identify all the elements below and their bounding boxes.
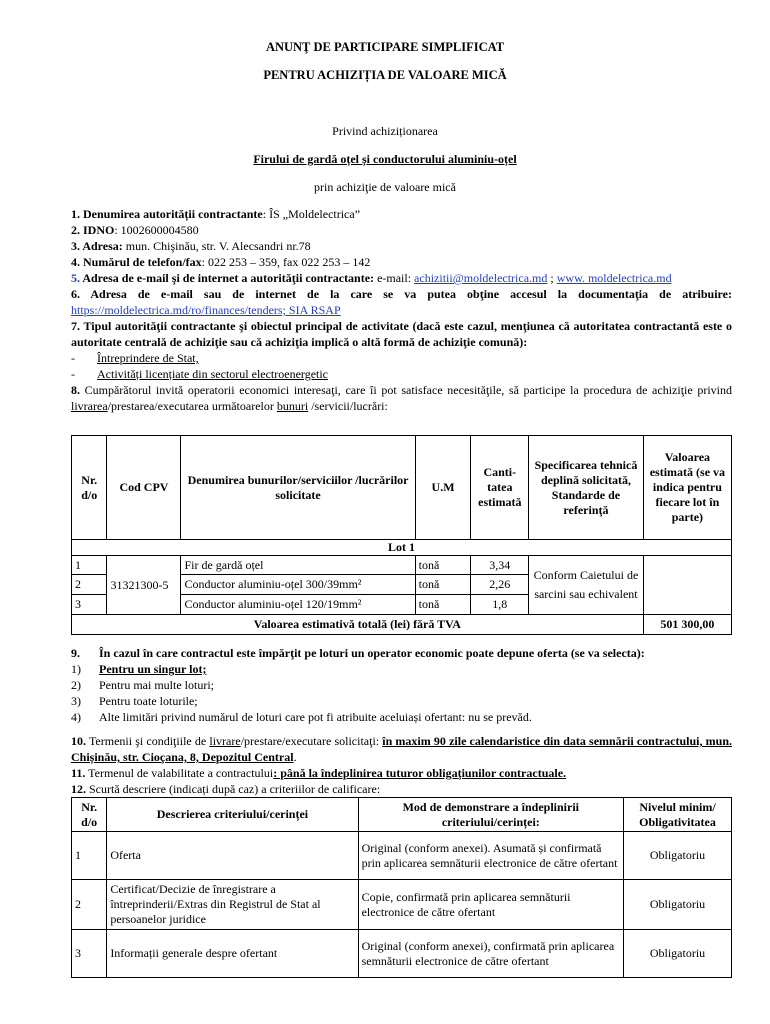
item-8-bunuri: bunuri bbox=[276, 399, 309, 413]
item-7-a-dash: - bbox=[71, 351, 75, 365]
row-um: tonă bbox=[415, 575, 471, 595]
row-um: tonă bbox=[415, 556, 471, 575]
option-text: Pentru mai multe loturi; bbox=[99, 678, 214, 692]
item-5 bbox=[71, 270, 732, 286]
list-item bbox=[71, 677, 732, 693]
criteria-table bbox=[71, 797, 732, 978]
doc-title-line1: ANUNŢ DE PARTICIPARE SIMPLIFICAT bbox=[265, 40, 505, 54]
section-12-text: Scurtă descriere (indicați după caz) a criteriilor de calificare: bbox=[86, 782, 381, 796]
item-3-value: mun. Chişinău, str. V. Alecsandri nr.78 bbox=[122, 239, 311, 253]
item-4-value: : 022 253 – 359, fax 022 253 – 142 bbox=[201, 255, 371, 269]
row-nr: 2 bbox=[72, 575, 107, 595]
th-specificarea: Specificarea tehnică deplină solicitată, Standarde de referinţă bbox=[529, 436, 644, 540]
section-9-num: 9. bbox=[71, 646, 80, 660]
th-nr: Nr. d/o bbox=[72, 798, 107, 832]
total-label: Valoarea estimativă totală (lei) fără TVA bbox=[72, 615, 644, 635]
th-descrierea: Descrierea criteriului/cerinței bbox=[107, 798, 358, 832]
row-mod: Original (conform anexei). Asumată și confirmată prin aplicarea semnăturii electronice de către ofertant bbox=[358, 832, 623, 880]
item-7-a-text: Întreprindere de Stat, bbox=[97, 351, 199, 365]
option-num: 1) bbox=[71, 662, 81, 676]
row-qty: 3,34 bbox=[471, 556, 529, 575]
item-2 bbox=[71, 222, 732, 238]
section-10-text-b: /prestare/executare solicitaţi: bbox=[240, 734, 383, 748]
row-name: Conductor aluminiu-oțel 120/19mm² bbox=[181, 595, 415, 615]
row-name: Conductor aluminiu-oțel 300/39mm² bbox=[181, 575, 415, 595]
item-1-value: : ÎS „Moldelectrica” bbox=[262, 207, 361, 221]
tenders-link[interactable]: https://moldelectrica.md/ro/finances/tenders; SIA RSAP bbox=[71, 303, 341, 317]
item-8 bbox=[71, 382, 732, 414]
item-7-b-dash: - bbox=[71, 367, 75, 381]
goods-table bbox=[71, 435, 732, 635]
row-desc: Oferta bbox=[107, 832, 358, 880]
item-8-text-a: Cumpărătorul invită operatorii economici interesaţi, care îi pot satisface necesităţile, să participe la procedura de achiziţie privind bbox=[80, 383, 732, 397]
option-text: Pentru toate loturile; bbox=[99, 694, 198, 708]
section-12 bbox=[71, 781, 732, 797]
item-6-label: 6. Adresa de e-mail sau de internet de la care se va putea obţine accesul la documentaţia de atribuire: bbox=[71, 287, 732, 301]
section-10-text-a: Termenii şi condiţiile de bbox=[86, 734, 210, 748]
table-row bbox=[72, 832, 732, 880]
privind-text: Privind achiziționarea bbox=[332, 124, 438, 138]
section-12-num: 12. bbox=[71, 782, 86, 796]
lots-section bbox=[71, 645, 732, 725]
th-mod: Mod de demonstrare a îndeplinirii criteriului/cerinței: bbox=[358, 798, 623, 832]
procurement-subject: Firului de gardă oțel și conductorului aluminiu-oțel bbox=[253, 152, 517, 166]
item-4-label: 4. Numărul de telefon/fax bbox=[71, 255, 202, 269]
row-desc: Certificat/Decizie de înregistrare a întreprinderii/Extras din Registrul de Stat al persoanelor juridice bbox=[107, 880, 358, 930]
terms-section bbox=[71, 733, 732, 797]
list-item bbox=[71, 709, 732, 725]
th-cantitatea: Canti-tatea estimată bbox=[471, 436, 529, 540]
item-3-label: 3. Adresa: bbox=[71, 239, 123, 253]
section-9-text: În cazul în care contractul este împărţit pe loturi un operator economic poate depune oferta (se va selecta): bbox=[99, 646, 645, 660]
row-nr: 2 bbox=[72, 880, 107, 930]
option-num: 3) bbox=[71, 694, 81, 708]
section-11 bbox=[71, 765, 732, 781]
section-9-heading bbox=[71, 645, 732, 661]
table-row bbox=[72, 930, 732, 978]
total-value: 501 300,00 bbox=[643, 615, 731, 635]
row-mod: Original (conform anexei), confirmată prin aplicarea semnăturii electronice de către ofertant bbox=[358, 930, 623, 978]
row-um: tonă bbox=[415, 595, 471, 615]
section-11-text: Termenul de valabilitate a contractului bbox=[85, 766, 274, 780]
website-link[interactable]: www. moldelectrica.md bbox=[556, 271, 672, 285]
item-5-value: e-mail: bbox=[374, 271, 415, 285]
th-valoarea: Valoarea estimată (se va indica pentru fiecare lot în parte) bbox=[643, 436, 731, 540]
item-8-num: 8. bbox=[71, 383, 80, 397]
section-10-deadline: în maxim 90 zile calendaristice din data semnării contractului, mun. Chișinău, str. Cioçana, 8, Depozitul Central bbox=[71, 734, 732, 764]
item-6 bbox=[71, 286, 732, 318]
value-cell bbox=[643, 556, 731, 615]
item-8-livrarea: livrarea bbox=[71, 399, 108, 413]
option-text: Pentru un singur lot; bbox=[99, 662, 207, 676]
item-1 bbox=[71, 206, 732, 222]
item-7-label: 7. Tipul autorităţii contractante şi obiectul principal de activitate (dacă este cazul, menţiunea că autoritatea contractantă este o autoritate centrală de achiziţie sau că achiziţia implică o altă formă de achiziţie comună): bbox=[71, 319, 732, 349]
item-7-a bbox=[71, 350, 732, 366]
item-5-separator: ; bbox=[547, 271, 557, 285]
item-5-label: Adresa de e-mail şi de internet a autorităţii contractante: bbox=[80, 271, 375, 285]
th-denumirea: Denumirea bunurilor/serviciilor /lucrărilor solicitate bbox=[181, 436, 415, 540]
lot-label: Lot 1 bbox=[72, 540, 732, 556]
row-mod: Copie, confirmată prin aplicarea semnăturii electronice de către ofertant bbox=[358, 880, 623, 930]
option-num: 4) bbox=[71, 710, 81, 724]
item-2-value: : 1002600004580 bbox=[114, 223, 199, 237]
section-11-validity: : până la îndeplinirea tuturor obligațiunilor contractuale. bbox=[273, 766, 567, 780]
row-qty: 2,26 bbox=[471, 575, 529, 595]
row-nr: 3 bbox=[72, 930, 107, 978]
section-10 bbox=[71, 733, 732, 765]
item-3 bbox=[71, 238, 732, 254]
item-8-text-b: /prestarea/executarea următoarelor bbox=[107, 399, 277, 413]
list-item bbox=[71, 661, 732, 677]
th-nivel: Nivelul minim/ Obligativitatea bbox=[624, 798, 732, 832]
item-5-num: 5. bbox=[71, 271, 80, 285]
row-nr: 1 bbox=[72, 832, 107, 880]
option-num: 2) bbox=[71, 678, 81, 692]
email-link[interactable]: achizitii@moldelectrica.md bbox=[414, 271, 548, 285]
item-2-label: 2. IDNO bbox=[71, 223, 115, 237]
list-item bbox=[71, 693, 732, 709]
th-cpv: Cod CPV bbox=[107, 436, 181, 540]
item-4 bbox=[71, 254, 732, 270]
row-nr: 1 bbox=[72, 556, 107, 575]
row-nivel: Obligatoriu bbox=[624, 930, 732, 978]
table-row bbox=[72, 556, 732, 575]
row-desc: Informații generale despre ofertant bbox=[107, 930, 358, 978]
section-10-num: 10. bbox=[71, 734, 86, 748]
doc-title-line2: PENTRU ACHIZIȚIA DE VALOARE MICĂ bbox=[263, 68, 507, 82]
cpv-code: 31321300-5 bbox=[107, 556, 181, 615]
info-section bbox=[71, 206, 732, 414]
item-7-b-text: Activități licențiate din sectorul electroenergetic bbox=[97, 367, 329, 381]
row-qty: 1,8 bbox=[471, 595, 529, 615]
option-text: Alte limitări privind numărul de loturi care pot fi atribuite aceluiași ofertant: nu se prevăd. bbox=[99, 710, 532, 724]
th-nr: Nr. d/o bbox=[72, 436, 107, 540]
row-nivel: Obligatoriu bbox=[624, 832, 732, 880]
table-row bbox=[72, 880, 732, 930]
row-nr: 3 bbox=[72, 595, 107, 615]
procurement-type: prin achiziţie de valoare mică bbox=[314, 180, 456, 194]
row-name: Fir de gardă oțel bbox=[181, 556, 415, 575]
item-7-b bbox=[71, 366, 732, 382]
spec-text: Conform Caietului de sarcini sau echivalent bbox=[529, 556, 644, 615]
row-nivel: Obligatoriu bbox=[624, 880, 732, 930]
item-1-label: 1. Denumirea autorității contractante bbox=[71, 207, 263, 221]
th-um: U.M bbox=[415, 436, 471, 540]
section-11-num: 11. bbox=[71, 766, 86, 780]
section-10-livrare: livrare bbox=[209, 734, 241, 748]
item-8-text-c: /servicii/lucrări: bbox=[308, 399, 388, 413]
section-10-end: . bbox=[293, 750, 297, 764]
